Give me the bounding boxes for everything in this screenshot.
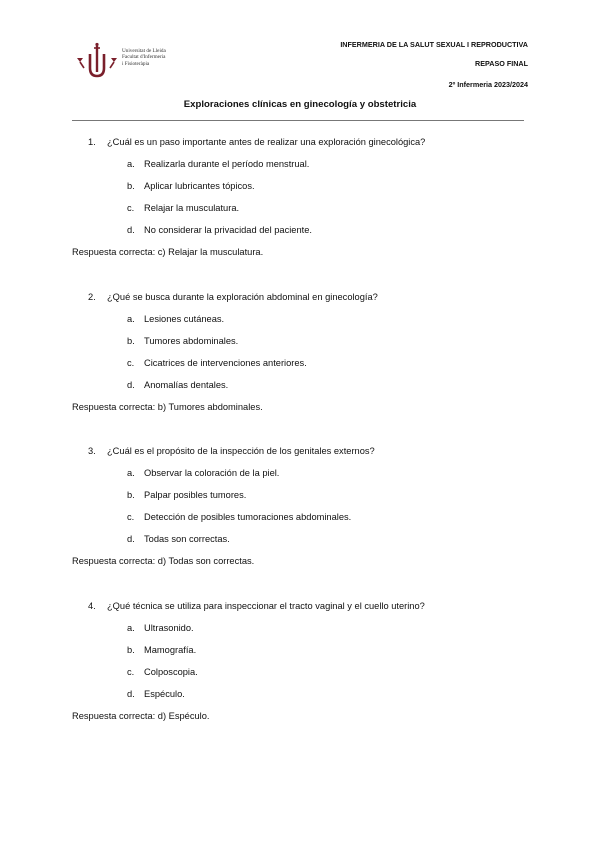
logo-text: [122, 48, 166, 67]
option-letter: d.: [127, 689, 135, 699]
option-letter: a.: [127, 314, 135, 324]
university-emblem-icon: [74, 42, 118, 82]
option-letter: d.: [127, 534, 135, 544]
option-letter: b.: [127, 336, 135, 346]
correct-answer: Respuesta correcta: d) Espéculo.: [72, 711, 210, 721]
option-text: Tumores abdominales.: [144, 336, 239, 346]
correct-answer: Respuesta correcta: b) Tumores abdominales.: [72, 402, 263, 412]
logo-line: Universitat de Lleida: [122, 48, 166, 54]
option-letter: c.: [127, 667, 135, 677]
option-text: Espéculo.: [144, 689, 185, 699]
option-text: Palpar posibles tumores.: [144, 490, 247, 500]
option-text: Observar la coloración de la piel.: [144, 468, 280, 478]
option-letter: b.: [127, 181, 135, 191]
option-text: Cicatrices de intervenciones anteriores.: [144, 358, 307, 368]
question-text: ¿Qué se busca durante la exploración abdominal en ginecología?: [107, 292, 378, 302]
logo-line: Facultat d'Infermeria: [122, 54, 166, 61]
option-text: Relajar la musculatura.: [144, 203, 240, 213]
header-subtitle: REPASO FINAL: [475, 59, 528, 68]
option-text: Aplicar lubricantes tópicos.: [144, 181, 255, 191]
option-text: Colposcopia.: [144, 667, 198, 677]
title-divider: [72, 120, 524, 121]
question-text: ¿Cuál es el propósito de la inspección de los genitales externos?: [107, 446, 375, 456]
university-logo: [74, 42, 194, 82]
option-text: Ultrasonido.: [144, 623, 194, 633]
option-letter: c.: [127, 203, 135, 213]
question-text: ¿Cuál es un paso importante antes de realizar una exploración ginecológica?: [107, 137, 426, 147]
option-letter: c.: [127, 512, 135, 522]
option-letter: a.: [127, 159, 135, 169]
option-text: Anomalías dentales.: [144, 380, 229, 390]
header-course: INFERMERIA DE LA SALUT SEXUAL I REPRODUCTIVA: [340, 40, 528, 49]
header-year: 2º Infermeria 2023/2024: [448, 80, 528, 89]
option-text: Realizarla durante el período menstrual.: [144, 159, 310, 169]
question-number: 4.: [88, 601, 96, 611]
option-text: Detección de posibles tumoraciones abdominales.: [144, 512, 352, 522]
option-letter: d.: [127, 225, 135, 235]
option-letter: b.: [127, 490, 135, 500]
option-text: Lesiones cutáneas.: [144, 314, 225, 324]
correct-answer: Respuesta correcta: d) Todas son correctas.: [72, 556, 255, 566]
option-letter: d.: [127, 380, 135, 390]
question-text: ¿Qué técnica se utiliza para inspeccionar el tracto vaginal y el cuello uterino?: [107, 601, 425, 611]
option-text: Mamografía.: [144, 645, 197, 655]
question-number: 1.: [88, 137, 96, 147]
option-letter: c.: [127, 358, 135, 368]
logo-line: i Fisioteràpia: [122, 60, 150, 67]
option-letter: a.: [127, 623, 135, 633]
question-number: 2.: [88, 292, 96, 302]
document-title: Exploraciones clínicas en ginecología y obstetricia: [183, 99, 417, 110]
option-letter: b.: [127, 645, 135, 655]
option-text: No considerar la privacidad del paciente.: [144, 225, 312, 235]
question-number: 3.: [88, 446, 96, 456]
correct-answer: Respuesta correcta: c) Relajar la musculatura.: [72, 247, 264, 257]
option-text: Todas son correctas.: [144, 534, 230, 544]
option-letter: a.: [127, 468, 135, 478]
